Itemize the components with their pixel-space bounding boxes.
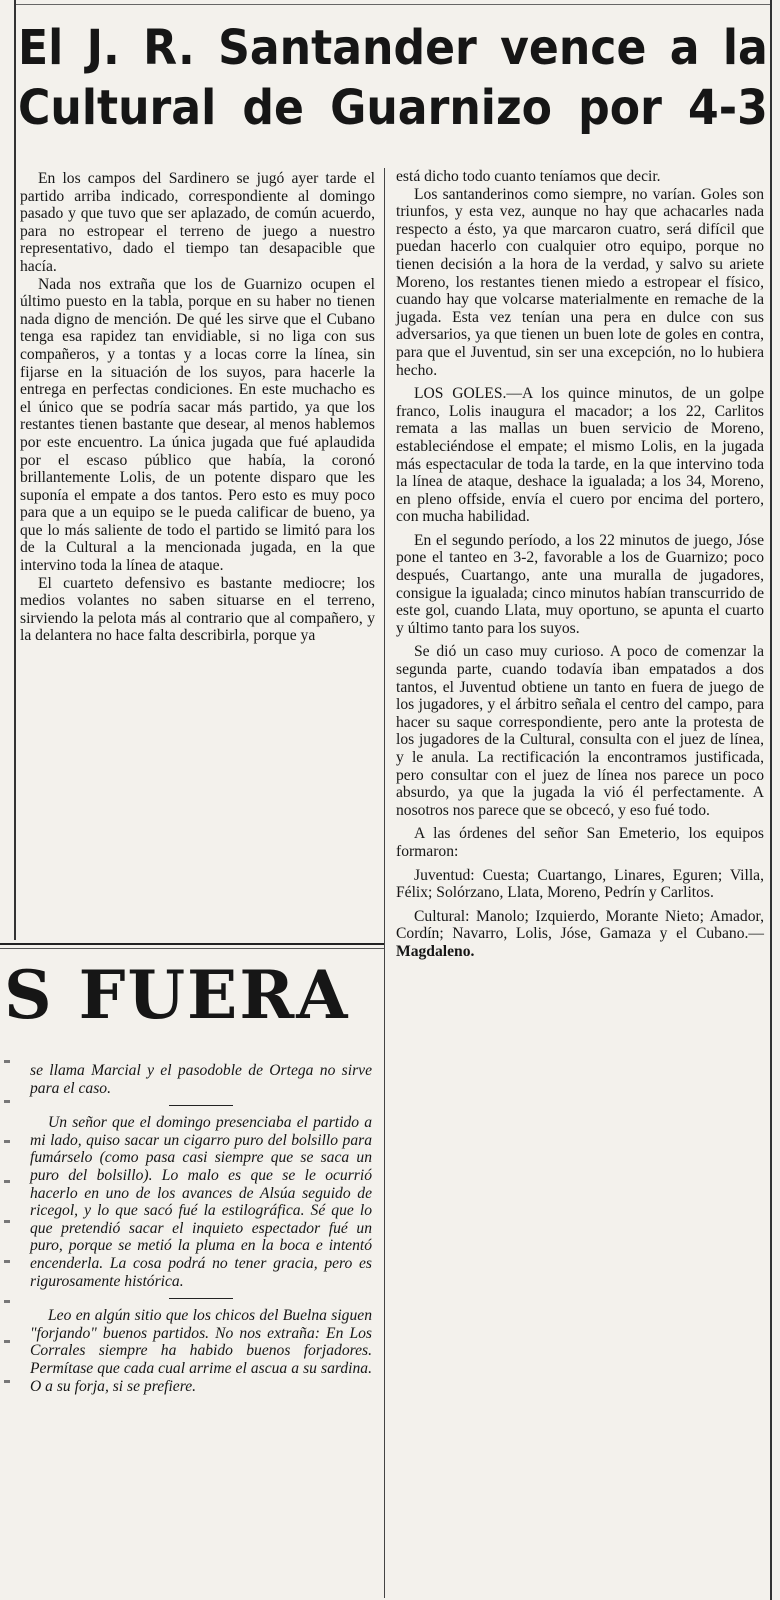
left-rule	[14, 0, 16, 940]
lineup-cultural	[396, 908, 764, 961]
second-headline: S FUERA	[4, 956, 350, 1034]
top-rule	[14, 4, 770, 5]
right-rule	[770, 0, 772, 1600]
right-paragraph-second-half: En el segundo período, a los 22 minutos de juego, Jóse pone el tanteo en 3-2, favorable a los de Guarnizo; poco después, Cuartango, ante una muralla de jugadores, consigue la igualada; cinco minutos habían transcurrido de este gol, cuando Llata, muy oportuno, se apunta el cuarto y último tanto para los suyos.	[396, 531, 764, 637]
left-paragraph-2: Nada nos extraña que los de Guarnizo ocupen el último puesto en la tabla, porque en su haber no tienen nada digno de mención. De qué les sirve que el Cubano tenga esa rapidez tan envidiable, si no liga con sus compañeros, y a tontas y a locas corre la línea, sin fijarse en la situación de los suyos, para hacerle la entrega en perfectas condiciones. En este muchacho es el único que se podría sacar más partido, ya que los restantes tienen bastante que desear, al menos hablemos por este encuentro. La única jugada que fué aplaudida por el escaso público que había, la coronó brillantemente Lolis, de un potente disparo que les suponía el empate a dos tantos. Pero esto es muy poco para que a un equipo se le pueda calificar de bueno, ya que lo más saliente de todo el partido se limitó para los de la Cultural a la mencionada jugada, en la que intervino toda la línea de ataque.	[20, 275, 375, 575]
second-paragraph-2: Un señor que el domingo presenciaba el partido a mi lado, quiso sacar un cigarro puro del bolsillo para fumárselo (como pasa casi siempre que se saca un puro del bolsillo). Lo malo es que se le ocurrió hacerlo en uno de los avances de Alsúa seguido de ricegol, y lo que sacó fué la estilográfica. Sé que lo que pretendió sacar el inquieto espectador fué un puro, porque se metió la pluma en la boca e intentó encenderla. La cosa podrá no tener gracia, pero es rigurosamente histórica.	[30, 1114, 372, 1290]
right-article-column	[396, 168, 764, 961]
right-paragraph-2: Los santanderinos como siempre, no varían. Goles son triunfos, y esta vez, aunque no hay que achacarles nada respecto a ésto, ya que marcaron cuatro, será difícil que puedan hacerlo con cualquier otro equipo, porque no tienen decisión a la hora de la verdad, y salvo su ariete Moreno, los restantes tienen miedo a estropear el físico, cuando hay que volcarse materialmente en remache de la jugada. Esta vez tenían una pera en dulce con sus adversarios, ya que tienen un buen lote de goles en contra, para que el Juventud, sin ser una excepción, no lo hubiera hecho.	[396, 185, 764, 379]
second-article-column	[30, 1062, 372, 1395]
right-paragraph-referee: A las órdenes del señor San Emeterio, los equipos formaron:	[396, 825, 764, 860]
headline	[18, 18, 768, 138]
left-article-column	[20, 170, 375, 645]
section-divider-thin	[0, 948, 384, 949]
right-paragraph-1: está dicho todo cuanto teníamos que decir.	[396, 168, 661, 185]
left-paragraph-1: En los campos del Sardinero se jugó ayer tarde el partido arriba indicado, correspondiente al domingo pasado y que tuvo que ser aplazado, de común acuerdo, para no estropear el terreno de juego a nuestro representativo, dado el tiempo tan desapacible que hacía.	[20, 170, 375, 275]
section-divider	[0, 943, 384, 945]
lineup-juventud: Juventud: Cuesta; Cuartango, Linares, Eguren; Villa, Félix; Solórzano, Llata, Moreno, Pedrín y Carlitos.	[396, 866, 764, 902]
second-paragraph-1: se llama Marcial y el pasodoble de Ortega no sirve para el caso.	[30, 1062, 372, 1097]
margin-marks	[4, 1060, 10, 1390]
right-paragraph-curious-case: Se dió un caso muy curioso. A poco de comenzar la segunda parte, cuando todavía iban empatados a dos tantos, el Juventud obtiene un tanto en fuera de juego de los jugadores, y el árbitro señala el centro del campo, para hacer su saque correspondiente, pero ante la protesta de los jugadores de la Cultural, consulta con el juez de línea, y le anula. La rectificación la encontramos justificada, pero consultar con el juez de línea nos parece un poco absurdo, ya que la jugada la vió él perfectamente. A nosotros nos parece que se obcecó, y eso fué todo.	[396, 643, 764, 819]
second-paragraph-3: Leo en algún sitio que los chicos del Buelna siguen "forjando" buenos partidos. No nos extraña: En Los Corrales siempre ha habido buenos forjadores. Permítase que cada cual arrime el ascua a su sardina. O a su forja, si se prefiere.	[30, 1307, 372, 1395]
separator-1	[169, 1105, 233, 1106]
author-signature: Magdaleno.	[396, 942, 475, 960]
lineup-cultural-text: Cultural: Manolo; Izquierdo, Morante Nieto; Amador, Cordín; Navarro, Lolis, Jóse, Gamaza y el Cubano.—	[396, 907, 764, 943]
column-divider	[384, 168, 385, 1598]
right-paragraph-goals: LOS GOLES.—A los quince minutos, de un golpe franco, Lolis inaugura el macador; a los 22, Carlitos remata a las mallas un buen servicio de Moreno, estableciéndose el empate; el mismo Lolis, en la jugada más espectacular de toda la tarde, en la que intervino toda la línea de ataque, deshace la igualada; a los 34, Moreno, en pleno offside, envía el cuero por encima del portero, con mucha habilidad.	[396, 385, 764, 526]
headline-line-2: Cultural de Guarnizo por 4-3	[18, 80, 768, 136]
separator-2	[169, 1298, 233, 1299]
left-paragraph-3: El cuarteto defensivo es bastante mediocre; los medios volantes no saben situarse en el terreno, sirviendo la pelota más al contrario que al compañero, y la delantera no hace falta describirla, porque ya	[20, 574, 375, 645]
headline-line-1: El J. R. Santander vence a la	[18, 20, 768, 76]
